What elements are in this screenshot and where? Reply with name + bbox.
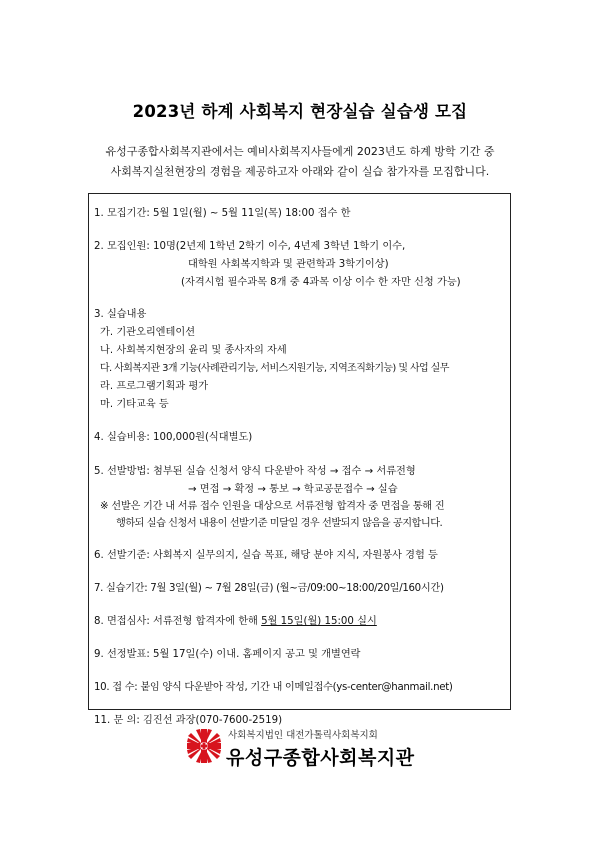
intro-line: 사회복지실천현장의 경험을 제공하고자 아래와 같이 실습 참가자를 모집합니다. bbox=[110, 165, 490, 178]
item-announcement: 9. 선정발표: 5월 17일(수) 이내. 홈페이지 공고 및 개별연락 bbox=[94, 649, 361, 660]
item-content-a: 가. 기관오리엔테이션 bbox=[100, 327, 196, 338]
item-selection-method: 5. 선발방법: 첨부된 실습 신청서 양식 다운받아 작성 → 접수 → 서류전형 bbox=[94, 466, 416, 477]
details-box bbox=[88, 193, 511, 726]
item-cost: 4. 실습비용: 100,000원(식대별도) bbox=[94, 432, 253, 443]
page-title: 2023년 하계 사회복지 현장실습 실습생 모집 bbox=[132, 102, 468, 121]
selection-note-line2: 행하되 실습 신청서 내용이 선발기준 미달일 경우 선발되지 않음을 공지합니다. bbox=[116, 518, 443, 529]
item-recruit-count-line3: (자격시험 필수과목 8개 중 4과목 이상 이수 한 자만 신청 가능) bbox=[181, 277, 461, 288]
item-content-c: 다. 사회복지관 3개 기능(사례관리기능, 서비스지원기능, 지역조직화기능) 및 사업 실무 bbox=[100, 363, 449, 374]
item-selection-method-line2: → 면접 → 확정 → 통보 → 학교공문접수 → 실습 bbox=[188, 484, 398, 495]
item-content-b: 나. 사회복지현장의 윤리 및 종사자의 자세 bbox=[100, 345, 287, 356]
item-practicum-period: 7. 실습기간: 7월 3일(월) ~ 7월 28일(금) (월~금/09:00~18:00/20일/160시간) bbox=[94, 583, 444, 594]
intro-paragraph bbox=[0, 142, 600, 182]
interview-date: 5월 15일(월) 15:00 실시 bbox=[261, 616, 377, 627]
item-content-d: 라. 프로그램기획과 평가 bbox=[100, 381, 209, 392]
intro-line: 유성구종합사회복지관에서는 예비사회복지사들에게 2023년도 하계 방학 기간 중 bbox=[105, 145, 495, 158]
selection-note-line1: ※ 선발은 기간 내 서류 접수 인원을 대상으로 서류전형 합격자 중 면접을 통해 진 bbox=[100, 501, 445, 512]
item-inquiry: 11. 문 의: 김진선 과장(070-7600-2519) bbox=[94, 715, 283, 726]
item-recruit-period: 1. 모집기간: 5월 1일(월) ~ 5월 11일(목) 18:00 접수 한 bbox=[94, 208, 351, 219]
footer-center-name: 유성구종합사회복지관 bbox=[226, 747, 415, 769]
item-content-heading: 3. 실습내용 bbox=[94, 309, 147, 320]
cross-emblem-icon bbox=[186, 728, 222, 764]
item-application: 10. 접 수: 붙임 양식 다운받아 작성, 기간 내 이메일접수(ys-center@hanmail.net) bbox=[94, 682, 453, 693]
item-content-e: 마. 기타교육 등 bbox=[100, 399, 169, 410]
footer-organization: 사회복지법인 대전가톨릭사회복지회 bbox=[228, 730, 378, 741]
item-recruit-count: 2. 모집인원: 10명(2년제 1학년 2학기 이수, 4년제 3학년 1학기 이수, bbox=[94, 241, 406, 252]
item-interview bbox=[94, 615, 377, 629]
item-selection-criteria: 6. 선발기준: 사회복지 실무의지, 실습 목표, 해당 분야 지식, 자원봉사 경험 등 bbox=[94, 550, 438, 561]
interview-text: 8. 면접심사: 서류전형 합격자에 한해 bbox=[94, 616, 262, 627]
item-recruit-count-line2: 대학원 사회복지학과 및 관련학과 3학기이상) bbox=[188, 259, 389, 270]
